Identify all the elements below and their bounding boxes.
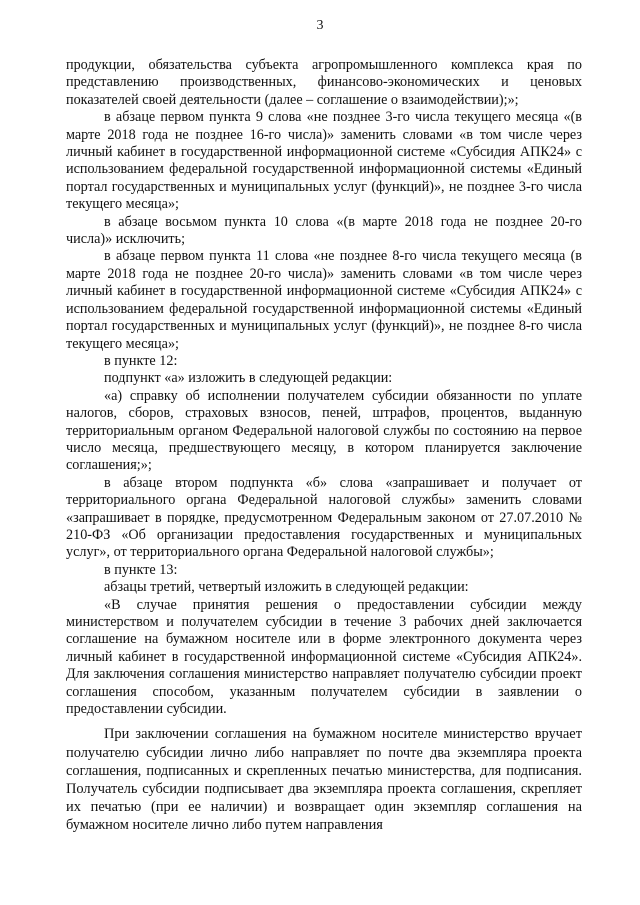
paragraph-2: в абзаце первом пункта 9 слова «не позднее 3-го числа текущего месяца «(в марте 2018 года не позднее 16-го числа)» заменить словами «в том числе через личный кабинет в государственной информационной системе «Субсидия АПК24» с использованием федеральной государственной информационной системы «Единый портал государственных и муниципальных услуг (функций)», не позднее 3-го числа текущего месяца»; (66, 109, 582, 213)
paragraph-6: подпункт «а» изложить в следующей редакции: (104, 370, 393, 387)
paragraph-4: в абзаце первом пункта 11 слова «не позднее 8-го числа текущего месяца (в марте 2018 года не позднее 20-го числа)» заменить словами «в том числе через личный кабинет в государственной информационной системе «Субсидия АПК24» с использованием федеральной государственной информационной системы «Единый портал государственных и муниципальных услуг (функций)», не позднее 8-го числа текущего месяца»; (66, 248, 582, 352)
document-body (66, 57, 582, 835)
paragraph-11: «В случае принятия решения о предоставлении субсидии между министерством и получателем субсидии в течение 3 рабочих дней заключается соглашение на бумажном носителе или в форме электронного документа через личный кабинет в государственной информационной системе «Субсидия АПК24». Для заключения соглашения министерство направляет получателю субсидии проект соглашения способом, указанным получателем субсидии в заявлении о предоставлении субсидии. (66, 596, 582, 718)
page-number: 3 (316, 18, 324, 33)
paragraph-8: в абзаце втором подпункта «б» слова «запрашивает и получает от территориального органа Федеральной налоговой службы» заменить словами «запрашивает в порядке, предусмотренном Федеральным законом от 27.07.2010 № 210-ФЗ «Об организации предоставления государственных и муниципальных услуг», от территориального органа Федеральной налоговой службы»; (66, 474, 582, 561)
paragraph-3: в абзаце восьмом пункта 10 слова «(в марте 2018 года не позднее 20-го числа)» исключить; (66, 213, 582, 248)
paragraph-1: продукции, обязательства субъекта агропромышленного комплекса края по представлению производственных, финансово-экономических и ценовых показателей своей деятельности (далее – соглашение о взаимодействии);»; (66, 57, 582, 108)
paragraph-12: При заключении соглашения на бумажном носителе министерство вручает получателю субсидии лично либо направляет по почте два экземпляра проекта соглашения, подписанных и скрепленных печатью министерства, для подписания. Получатель субсидии подписывает два экземпляра проекта соглашения, скрепляет их печатью (при ее наличии) и возвращает один экземпляр соглашения на бумажном носителе лично либо путем направления (66, 726, 582, 834)
paragraph-10: абзацы третий, четвертый изложить в следующей редакции: (104, 579, 469, 596)
paragraph-5: в пункте 12: (104, 352, 178, 369)
paragraph-9: в пункте 13: (104, 561, 178, 578)
paragraph-7: «а) справку об исполнении получателем субсидии обязанности по уплате налогов, сборов, страховых взносов, пеней, штрафов, процентов, выданную территориальным органом Федеральной налоговой службы по состоянию на первое число месяца, предшествующего месяцу, в котором планируется заключение соглашения;»; (66, 387, 582, 474)
